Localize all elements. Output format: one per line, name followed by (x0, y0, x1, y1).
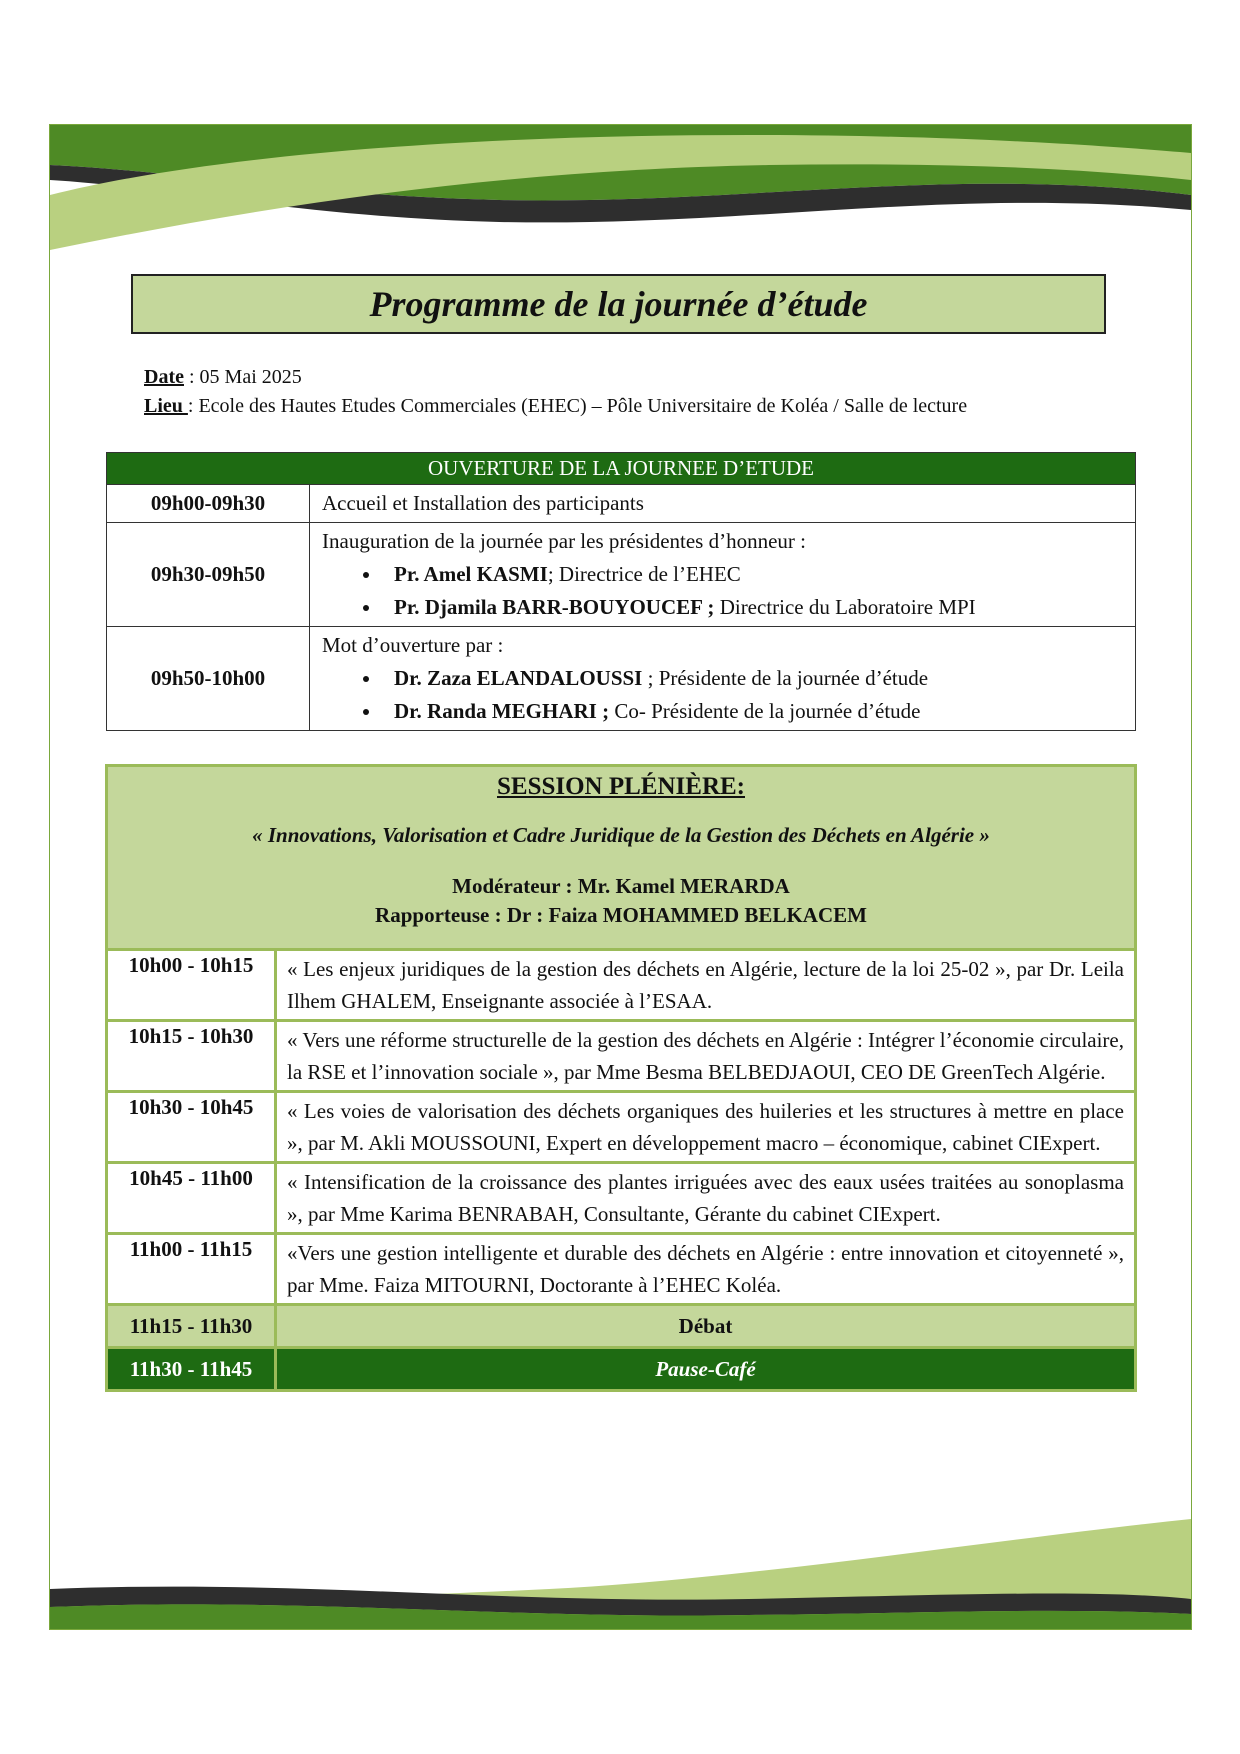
time-slot: 10h00 - 10h15 (107, 950, 276, 1021)
time-slot: 09h00-09h30 (107, 485, 310, 523)
speaker-list (322, 662, 1123, 728)
speaker-name: Pr. Amel KASMI (394, 562, 548, 586)
list-item (382, 591, 1123, 624)
top-wave-decoration (50, 125, 1191, 275)
date-value: : 05 Mai 2025 (183, 366, 302, 388)
table-row (107, 950, 1136, 1021)
time-slot: 09h50-10h00 (107, 627, 310, 731)
date-line (144, 363, 967, 392)
speaker-name: Pr. Djamila BARR-BOUYOUCEF ; (394, 595, 715, 619)
session-title: SESSION PLÉNIÈRE: (497, 773, 745, 800)
time-slot: 10h30 - 10h45 (107, 1092, 276, 1163)
talk-description: « Les voies de valorisation des déchets organiques des huileries et les structures à mettre en place », par M. Akli MOUSSOUNI, Expert en développement macro – économique, cabinet CIExpert. (276, 1092, 1136, 1163)
list-item (382, 662, 1123, 695)
session-header (107, 766, 1136, 950)
speaker-role: Co- Présidente de la journée d’étude (609, 699, 921, 723)
event-info (144, 363, 967, 421)
coffee-break-row (107, 1348, 1136, 1391)
date-label: Date (144, 366, 184, 388)
debate-row (107, 1305, 1136, 1348)
table-row (107, 1163, 1136, 1234)
bottom-wave-decoration (50, 1519, 1191, 1629)
speaker-role: Directrice du Laboratoire MPI (714, 595, 976, 619)
slot-description: Accueil et Installation des participants (310, 485, 1136, 523)
title-box (131, 274, 1106, 334)
session-moderator: Modérateur : Mr. Kamel MERARDA (452, 874, 790, 898)
opening-table (106, 452, 1136, 731)
page-title: Programme de la journée d’étude (369, 284, 868, 324)
list-item (382, 695, 1123, 728)
time-slot: 11h30 - 11h45 (107, 1348, 276, 1391)
speaker-list (322, 558, 1123, 624)
session-rapporteur: Rapporteuse : Dr : Faiza MOHAMMED BELKACEM (375, 903, 867, 927)
time-slot: 10h45 - 11h00 (107, 1163, 276, 1234)
time-slot: 11h00 - 11h15 (107, 1234, 276, 1305)
talk-description: « Les enjeux juridiques de la gestion des déchets en Algérie, lecture de la loi 25-02 », par Dr. Leila Ilhem GHALEM, Enseignante associée à l’ESAA. (276, 950, 1136, 1021)
table-row (107, 1021, 1136, 1092)
talk-description: «Vers une gestion intelligente et durable des déchets en Algérie : entre innovation et citoyenneté », par Mme. Faiza MITOURNI, Doctorante à l’EHEC Koléa. (276, 1234, 1136, 1305)
slot-description (310, 627, 1136, 731)
debate-label: Débat (276, 1305, 1136, 1348)
slot-description (310, 523, 1136, 627)
session-theme: « Innovations, Valorisation et Cadre Juridique de la Gestion des Déchets en Algérie » (252, 823, 990, 847)
speaker-role: ; Directrice de l’EHEC (547, 562, 741, 586)
location-line (144, 392, 967, 421)
speaker-name: Dr. Randa MEGHARI ; (394, 699, 610, 723)
table-row (107, 485, 1136, 523)
table-row (107, 1234, 1136, 1305)
location-label: Lieu (144, 395, 188, 417)
time-slot: 09h30-09h50 (107, 523, 310, 627)
table-row (107, 523, 1136, 627)
table-row (107, 1092, 1136, 1163)
coffee-break-label: Pause-Café (276, 1348, 1136, 1391)
table-row (107, 627, 1136, 731)
time-slot: 11h15 - 11h30 (107, 1305, 276, 1348)
slot-intro: Mot d’ouverture par : (322, 633, 504, 657)
time-slot: 10h15 - 10h30 (107, 1021, 276, 1092)
session-table (105, 764, 1137, 1392)
slot-intro: Inauguration de la journée par les présidentes d’honneur : (322, 529, 806, 553)
speaker-role: ; Présidente de la journée d’étude (642, 666, 929, 690)
speaker-name: Dr. Zaza ELANDALOUSSI (394, 666, 643, 690)
talk-description: « Vers une réforme structurelle de la gestion des déchets en Algérie : Intégrer l’économie circulaire, la RSE et l’innovation sociale », par Mme Besma BELBEDJAOUI, CEO DE GreenTech Algérie. (276, 1021, 1136, 1092)
list-item (382, 558, 1123, 591)
opening-header: OUVERTURE DE LA JOURNEE D’ETUDE (107, 453, 1136, 485)
location-value: : Ecole des Hautes Etudes Commerciales (EHEC) – Pôle Universitaire de Koléa / Salle de lecture (187, 395, 968, 417)
talk-description: « Intensification de la croissance des plantes irriguées avec des eaux usées traitées au sonoplasma », par Mme Karima BENRABAH, Consultante, Gérante du cabinet CIExpert. (276, 1163, 1136, 1234)
